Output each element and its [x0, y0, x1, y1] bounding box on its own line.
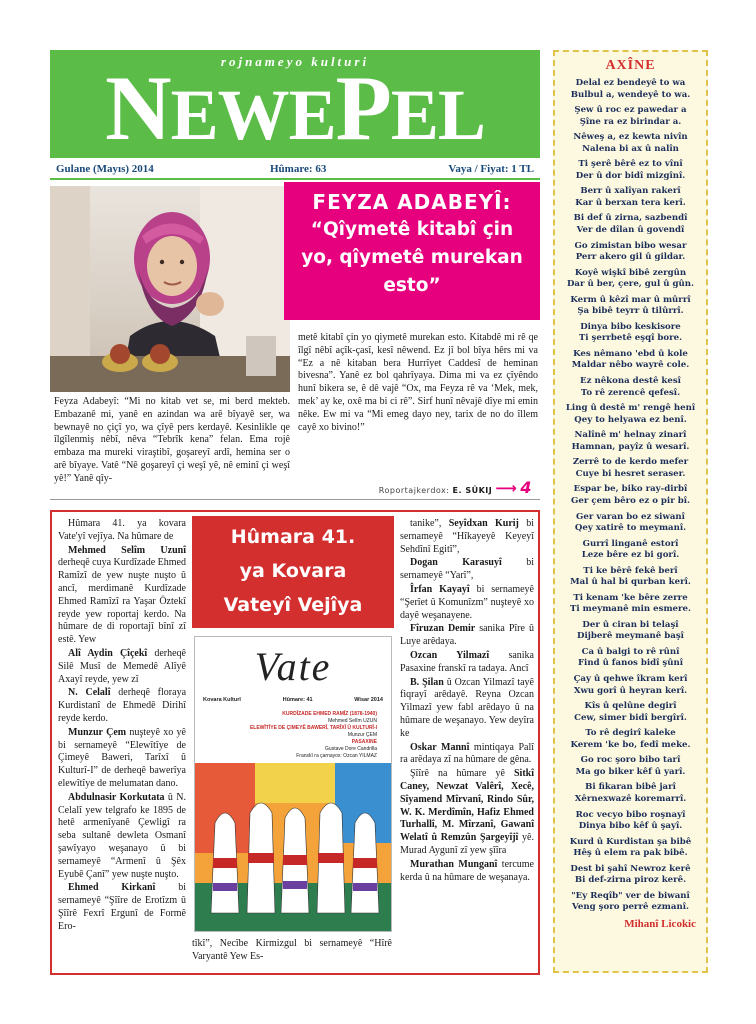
poem-line: Ca û balgi to rê rûnî [581, 646, 680, 657]
poem-line: Qey to helyawa ez benî. [574, 414, 687, 425]
poem-stanza [561, 674, 700, 697]
cover-line: Munzur ÇEM [347, 732, 377, 738]
poem-line: "Ey Reqîb" ver de biwanî [571, 890, 690, 901]
poem-line: Ti şerê bêrê ez to vînî [578, 159, 683, 170]
poem-stanza [561, 512, 700, 535]
feature-title-line-1: Hûmara 41. [230, 526, 356, 548]
poem-line: Dijberê meymanê başî [577, 631, 684, 642]
poem-stanza [561, 241, 700, 264]
portrait-illustration [50, 186, 290, 392]
poem-stanza [561, 728, 700, 751]
bold-name: N. Celalî [68, 687, 111, 699]
poem-line: Ti kenam 'ke bêre zerre [573, 592, 688, 603]
poem-line: Ling û destê m' rengê henî [565, 403, 696, 414]
paragraph [58, 518, 186, 544]
poem-line: Go roc şoro bibo tarî [580, 755, 681, 766]
feature-article [50, 510, 540, 975]
feature-column-1 [58, 518, 186, 935]
poem-stanza [561, 295, 700, 318]
poem-line: Ez nêkona destê kesî [580, 376, 681, 387]
byline [379, 478, 532, 497]
paragraph [400, 650, 534, 676]
paragraph [400, 742, 534, 768]
poem-title: AXÎNE [605, 58, 656, 73]
poem-line: Ti şerrbetê eşqî bore. [578, 333, 683, 344]
poem-line: Şîne ra ez birindar a. [579, 116, 682, 127]
poem-line: Roc vecyo bibo roşnayî [575, 809, 686, 820]
logo-letter-n: N [105, 57, 171, 159]
page-reference: 4 [520, 478, 532, 497]
paragraph [58, 545, 186, 647]
bold-name: Îrfan Kayayî [410, 583, 470, 595]
feature-column-3 [400, 518, 534, 885]
poem-line: Şew û roc ez pawedar a [574, 105, 687, 116]
paragraph [58, 727, 186, 791]
poem-line: Zerrê to de kerdo mefer [572, 457, 689, 468]
poem-stanza [561, 539, 700, 562]
cover-painting [195, 763, 392, 932]
paragraph-text: bi sernameyê “Şerîet û Komunîzm” nuşteyê xo dayê weşanayene. [400, 583, 534, 621]
poem-line: Maldar nêbo wayrê cole. [571, 360, 690, 371]
issue-date: Gulane (Mayıs) 2014 [56, 163, 154, 175]
cover-line: KURDÎZADE EHMED RAMÎZ (1878-1940) [282, 711, 377, 717]
poem-line: Kerem 'ke bo, fedî meke. [570, 739, 691, 750]
poem-line: Ti meymanê min esmere. [569, 604, 692, 615]
paragraph [400, 584, 534, 622]
poem-line: Kerm û kêzî mar û mûrrî [570, 294, 691, 305]
bold-name: Seyîdxan Kurij [448, 518, 519, 529]
poem-stanza [561, 810, 700, 833]
bold-name: Murathan Munganî [410, 858, 498, 870]
cover-line: Franskî ra çarnayox: Ozcan YILMAZ [296, 753, 377, 759]
issue-number: Hûmare: 63 [270, 163, 327, 175]
poem-stanza [561, 864, 700, 887]
poem-line: Ger varan bo ez siwanî [576, 511, 685, 522]
poem-line: Bi def-zirna piroz kerê. [574, 875, 687, 886]
poem-line: Hêş û elem ra pak bibê. [573, 848, 688, 859]
paragraph-text: nuşteyê xo yê bi sernameyê “Elewîtîye de Çimeyê Baweri, Tarîxî û Kulturî-I” de derheqê bawerîya elewîtîye de melumatan dano. [58, 726, 186, 789]
masthead [50, 50, 540, 158]
poem-line: Nalînê m' helnay zinarî [574, 430, 687, 441]
poem-stanza [561, 457, 700, 480]
paragraph [400, 677, 534, 741]
feature-title-line-3: Vateyî Vejîya [223, 594, 363, 616]
poem-stanza [561, 322, 700, 345]
poem-line: Şa bibê teyrr û tilûrrî. [577, 306, 684, 317]
poem-stanza [561, 484, 700, 507]
paragraph [58, 648, 186, 686]
feature-title-line-2: ya Kovara [239, 560, 347, 582]
paragraph [400, 768, 534, 858]
poem-line: Cew, simer bidî bergîrî. [574, 712, 687, 723]
paragraph-text: tanike”, [410, 518, 449, 529]
cover-meta [203, 697, 383, 703]
portrait-photo [50, 186, 290, 392]
byline-label: Roportajkerdox: [378, 486, 450, 495]
bold-name: B. Şilan [410, 676, 444, 688]
poem-stanza [561, 647, 700, 670]
poem-stanza [561, 782, 700, 805]
paragraph-text: û N. Celalî yew telgrafo ke 1895 de hetê armenîyanê Çewligî ra seba sultanê dewleta Osmanî şawîyayo weşanayo û bi sernameyê “Armenî û Şêx Eyubê Çanî” yew nuşte nuşto. [58, 791, 186, 880]
masthead-subtitle: rojnameyo kulturi [220, 54, 370, 69]
poem-line: Kurd û Kurdistan şa bibê [569, 836, 692, 847]
interview-name: FEYZA ADABEYÎ: [312, 190, 512, 214]
poem-stanza [561, 566, 700, 589]
poem-line: Gurrî linganê estorî [582, 538, 679, 549]
poem-line: Dar û ber, çere, gul û gûn. [566, 279, 695, 290]
paragraph [400, 557, 534, 583]
cover-logo: Vate [254, 644, 332, 689]
cover-line: PASAXINE [351, 739, 377, 745]
paragraph-text: û Ozcan Yilmazî tayê fiqrayî arêdayê. Reyna Ozcan Yilmazî yew fabl arêdayo û na hûmare de weşanayo. Yew deyîra ke [400, 676, 534, 739]
poem-line: Dinya bibo keskisore [580, 321, 681, 332]
poem-line: To rê zerencê qefesî. [580, 387, 681, 398]
logo-letter-p: P [335, 57, 391, 159]
paragraph-text: sanika Pasaxine franskî ra tadaya. Ancî [400, 649, 534, 674]
poem-line: Bulbul a, wendeyê to wa. [570, 89, 691, 100]
arrow-right-icon: ⟶ [495, 479, 518, 497]
poem-line: Go zimistan bibo wesar [574, 240, 687, 251]
paragraph-text: Hûmara 41. ya kovara [68, 518, 186, 529]
poem-stanza [561, 186, 700, 209]
poem-sidebar [553, 50, 708, 973]
poem-line: Leze bêre ez bi gorî. [581, 550, 680, 561]
poem-line: Kes nêmano 'ebd û kole [573, 348, 688, 359]
poem-stanza [561, 78, 700, 101]
cover-line: Gustave Dore Candrilla [325, 746, 377, 752]
interview-article [50, 182, 540, 500]
poem-line: Qey xatirê to meymanî. [574, 523, 687, 533]
paragraph-text: bi sernameyê “Şîîre de Erotîzm û Şîîrê Fexrî Ergunî de Formê Ero- [58, 882, 186, 932]
poem-line: Nalena bi ax û nalîn [582, 143, 679, 154]
poem-line: Ver de dîlan û govendî [576, 224, 685, 235]
poem-line: Koyê wişkî bibê zergûn [574, 267, 687, 278]
bold-name: Dogan Karasuyî [410, 557, 502, 569]
interview-text-left: Feyza Adabeyî: “Mi no kitab vet se, mi berd mekteb. Embazanê mi, yanê en azindan wa arê bîyayê ser, wa bewnayê no çiçî yo, wa çîyê pers kerdayê. Kesinlikle qe îlgîlenmiş nêbî, nêva “Tebrîk kena” felan. Ema rojê embaza ma mureki viraştibî, goşareyî ardî, hemina ser o arê bîyaye. Vatê “Nê goşareyî çi weşî yê, nê eminî çi weşî yê!” Yanê qîy- [54, 396, 290, 484]
paragraph-text: bi sernameyê “Yarî”, [400, 557, 535, 582]
cover-meta-left: Kovara Kulturî [203, 697, 241, 703]
poem-line: Der û dor bidî mizgînî. [575, 170, 686, 181]
poem-author: Mihanî Licokic [624, 917, 696, 930]
byline-name: E. SÛKIJ [452, 486, 493, 495]
poem-line: Nêweş a, ez kewta nivîn [573, 132, 688, 143]
poem-line: Kar û berxan tera kerî. [575, 197, 686, 208]
poem-stanza [561, 593, 700, 616]
poem-line: Veng şoro perrê ezmanî. [572, 902, 689, 913]
paragraph [400, 859, 534, 885]
paragraph [400, 518, 534, 556]
bold-name: Fîruzan Demir [410, 623, 476, 635]
poem-stanza [561, 755, 700, 778]
paragraph-text: derheqê floraya Kurdistanî de Ehmedê Dirihî reyde kerdo. [58, 687, 187, 724]
poem-line: Kîs û qelûne degirî [584, 701, 677, 712]
poem-line: Ma go biker kêf û yarî. [575, 766, 686, 777]
feature-headline [192, 516, 394, 628]
paragraph-text: Şîîrê na hûmare yê [410, 768, 514, 780]
interview-quote: “Qîymetê kitabî çin yo, qîymetê murekan esto” [301, 219, 523, 296]
paragraph [58, 687, 186, 725]
poem-line: Espar be, biko ray-dirbî [573, 484, 688, 495]
paragraph-text: derheqê cuya Kurdîzade Ehmed Ramîzî de yew nuşte nuşto û ancî, merdimanê Kurdîzade Ehmed Ramîzî ra Yaşar Öztekî reyde yew roportaj kerdo. Na hûmare de di roportajî bînî zî estê. Yew [58, 557, 186, 646]
poem-stanza [561, 268, 700, 291]
poem-line: Dest bi şahî Newroz kerê [570, 863, 691, 874]
bold-name: Abdulnasir Korkutata [68, 791, 165, 803]
poem-line: Bi def û zirna, sazbendî [573, 213, 688, 224]
poem-stanza [561, 159, 700, 182]
cover-contents [209, 711, 377, 760]
cover-meta-right: Wisar 2014 [354, 697, 383, 703]
poem-stanza [561, 349, 700, 372]
bold-name: Sitkî Caney, Newzat Valêrî, Xecê, Sîyamend Mîrvanî, Rindo Sûr, W. K. Merdîmîn, Hafiz Ehmed Turhallî, M. Mîrzanî, Gawanî Welatî û Remzûn Şargeyîjî [400, 768, 534, 844]
feature-column-2: tîkî”, Necîbe Kirmizgul bi sernameyê “Hîrê Varyantê Yew Es- [192, 938, 392, 962]
bold-name: Alî Aydin Çîçekî [68, 647, 148, 659]
poem-stanzas [561, 78, 700, 914]
issue-info-bar [50, 160, 540, 180]
logo-letters-ewe: EWE [170, 75, 336, 155]
poem-stanza [561, 701, 700, 724]
paragraph-text: bi sernameyê “Hîkayeyê Keyeyî Sehdînî Egitî”, [400, 518, 535, 555]
poem-line: Der û ciran bi telaşî [582, 619, 679, 630]
bold-name: Ehmed Kirkanî [68, 882, 156, 894]
cover-line: ELEWÎTÎYE DE ÇIMEYÊ BAWERÎ, TARÎXÎ Û KULTURÎ-I [249, 725, 377, 731]
poem-line: Find û fanos bidî şûnî [577, 658, 684, 669]
poem-line: Perr akero gil û gildar. [575, 252, 686, 263]
poem-line: Ger çem bêro ez o pir bî. [571, 495, 690, 506]
poem-line: Delal ez bendeyê to wa [575, 78, 686, 88]
paragraph-text: mintiqaya Palî ra arêdaya zî na hûmare de gêna. [400, 741, 534, 766]
magazine-cover [194, 636, 392, 932]
poem-stanza [561, 430, 700, 453]
interview-headline [284, 182, 540, 320]
poem-line: Xwu gorî û heyran kerî. [573, 685, 688, 696]
poem-line: To rê degirî kaleke [585, 728, 676, 739]
poem-stanza [561, 213, 700, 236]
poem-line: Bi fikaran bibê jarî [585, 782, 676, 793]
poem-line: Xêrnexwazê koremarrî. [574, 793, 687, 804]
cover-meta-mid: Hûmare: 41 [282, 697, 313, 703]
paragraph-text: tercume kerda û na hûmare de weşanaya. [400, 858, 534, 883]
poem-line: Dinya bibo kêf û şayî. [578, 821, 683, 832]
paragraph-text: Vate'yî vejîya. Na hûmare de [58, 530, 174, 542]
paragraph-text: derheqê Silê Musî de Memedê Alîyê Axayî reyde, yew zî [58, 647, 186, 685]
poem-line: Berr û xalîyan rakerî [580, 186, 681, 197]
paragraph-text: sanika Pîre û Luye arêdaya. [400, 623, 534, 648]
cover-line: Mehmed Selîm UZUN [328, 718, 377, 724]
poem-stanza [561, 837, 700, 860]
poem-stanza [561, 620, 700, 643]
poem-stanza [561, 376, 700, 399]
poem-line: Çay û qehwe îkram kerî [573, 674, 688, 685]
bold-name: Munzur Çem [68, 726, 127, 738]
poem-line: Cuye bi hesret seraser. [575, 468, 686, 479]
paragraph [58, 792, 186, 882]
paragraph [58, 882, 186, 933]
logo-letters-el: EL [390, 75, 485, 155]
paragraph-text: yê. Murad Aygunî zî yew şîîra [400, 832, 534, 856]
poem-stanza [561, 105, 700, 128]
bold-name: Mehmed Selîm Uzunî [68, 544, 186, 556]
issue-price: Vaya / Fiyat: 1 TL [448, 163, 534, 175]
paragraph [400, 623, 534, 649]
poem-line: Mal û hal bi qurban kerî. [570, 577, 691, 588]
poem-line: Ti ke bêrê fekê berî [583, 565, 678, 576]
interview-text-right: metê kitabî çin yo qiymetê murekan esto. Kitabdê mi rê qe îlgî nêbî açîk-çasî, kesî nêwend. Ez jî bol bîya hêrs mi va “Ez a nê kitaban bera Hurrîyet Caddesî de heminan bivesna”. Yanê ez bol qahrîyaya. Dima mi va ez çîyêndo hunî bikera se, ê dê vajê “Ox, ma Feyza rê va ‘Mek, mek, mek’ ay ke, oxê ma bi ci rê”. Sirf hunî nêvajê dîye mi emin nêke. Ew mi va “Mi emeg dayo ney, tarix de no do îllem cayê xo bivino!” [298, 332, 538, 433]
poem-line: Hamnan, payîz û wesarî. [571, 441, 690, 452]
poem-stanza [561, 891, 700, 914]
bold-name: Oskar Mannî [410, 741, 470, 753]
poem-stanza [561, 403, 700, 426]
bold-name: Ozcan Yilmazî [410, 649, 490, 661]
poem-stanza [561, 132, 700, 155]
